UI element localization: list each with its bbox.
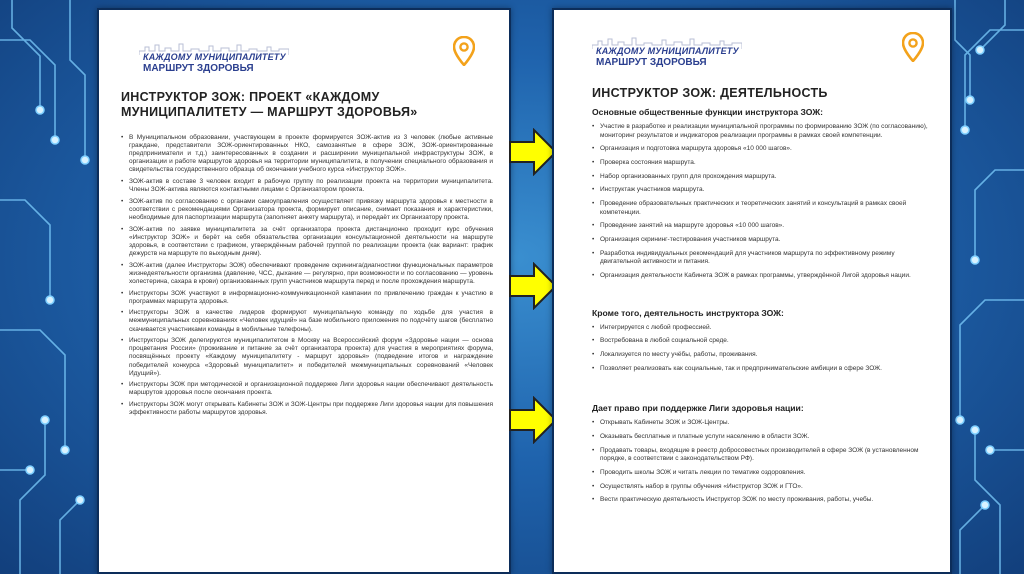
paragraph-list [121,134,493,417]
list-item: • Локализуется по месту учёбы, работы, проживания. [592,351,934,360]
document-page-activity [552,8,952,574]
features-list [592,324,934,374]
map-pin-icon [453,36,475,66]
list-item: • Осуществлять набор в группы обучения «Инструктор ЗОЖ и ГТО». [592,483,934,492]
map-pin-icon [902,32,924,62]
list-item: • Продавать товары, входящие в реестр добросовестных производителей в сфере ЗОЖ (в установленном порядке, в соответствии с законодательством РФ). [592,447,934,464]
list-item: • Набор организованных групп для прохождения маршрута. [592,173,934,182]
list-item: • Проведение занятий на маршруте здоровья «10 000 шагов». [592,222,934,231]
logo-line2: МАРШРУТ ЗДОРОВЬЯ [596,57,707,68]
list-item: • Инструкторы ЗОЖ участвуют в информационно-коммуникационной кампании по привлечению граждан к участию в программах маршрута здоровья. [121,290,493,306]
arrow-right-icon [508,396,558,444]
list-item: • Инструкторы ЗОЖ при методической и организационной поддержке Лиги здоровья нации обеспечивают деятельность маршрутов здоровья после окончания проекта. [121,381,493,397]
logo-line1: КАЖДОМУ МУНИЦИПАЛИТЕТУ [143,52,286,62]
document-body [121,134,493,421]
list-item: • Позволяет реализовать как социальные, так и предпринимательские амбиции в сфере ЗОЖ. [592,365,934,374]
list-item: • ЗОЖ-актив по согласованию с органами самоуправления осуществляет привязку маршрута здоровья к местности в соответствии с рекомендациями Организатора проекта, формирует описание, снимает показания и характеристики, необходимые для паспортизации маршрута (заполняет анкету маршрута), и передаёт их Организатору проекта. [121,198,493,222]
list-item: • Организация и подготовка маршрута здоровья «10 000 шагов». [592,145,934,154]
list-item: • В Муниципальном образовании, участвующем в проекте формируется ЗОЖ-актив из 3 человек (любые активные граждане, представители ЗОЖ-ориентированных НКО, самозанятые в сфере ЗОЖ, ЗОЖ-ориентированные предприниматели и т.д.) заинтересованных в создании и расширении муниципальной инфраструктуры ЗОЖ, в организации и работе маршрутов здоровья на территории муниципалитета, в получении специального образования и свидетельства государственного образца об окончании учебного курса «Инструктор ЗОЖ». [121,134,493,174]
arrow-right-icon [508,262,558,310]
section-heading: Дает право при поддержке Лиги здоровья нации: [592,403,804,414]
list-item: • Инструкторы ЗОЖ в качестве лидеров формируют муниципальную команду по ходьбе для участия в межмуниципальных соревнованиях «Человек идущий» на базе мобильного приложения по подсчёту шагов (бесплатно скачивается участниками команды в мобильные телефоны). [121,309,493,333]
list-item: • Интегрируется с любой профессией. [592,324,934,333]
page-title: ИНСТРУКТОР ЗОЖ: ДЕЯТЕЛЬНОСТЬ [592,86,828,100]
functions-list [592,123,934,281]
list-item: • Проверка состояния маршрута. [592,159,934,168]
logo [139,42,289,82]
list-item: • Открывать Кабинеты ЗОЖ и ЗОЖ-Центры. [592,419,934,428]
logo-line2: МАРШРУТ ЗДОРОВЬЯ [143,63,254,74]
list-item: • Проведение образовательных практических и теоретических занятий и консультаций в рамках своей компетенции. [592,200,934,217]
list-item: • ЗОЖ-актив по заявке муниципалитета за счёт организатора проекта дистанционно проходит курс обучения «Инструктор ЗОЖ» и берёт на себя обязательства организации консультационной деятельности на маршруте здоровья, в соответствии с графиком, утверждённым рабочей группой по реализации проекта (как вариант: график дежурств на маршруте по выходным дням). [121,226,493,258]
logo-line1: КАЖДОМУ МУНИЦИПАЛИТЕТУ [596,46,739,56]
list-item: • Инструктаж участников маршрута. [592,186,934,195]
arrow-right-icon [508,128,558,176]
list-item: • Участие в разработке и реализации муниципальной программы по формированию ЗОЖ (по согласованию), мониторинг результатов и индикаторов реализации программы в рамках своей компетенции. [592,123,934,140]
list-item: • ЗОЖ-актив (далее Инструкторы ЗОЖ) обеспечивают проведение скрининга/диагностики функциональных параметров жизнедеятельности организма (давление, ЧСС, дыхание — регулярно, при возможности и по согласованию — уровень холестерина, сахара в крови) организованных групп участников маршрута перед и после прохождения маршрута. [121,262,493,286]
document-page-project [97,8,511,574]
list-item: • ЗОЖ-актив в составе 3 человек входит в рабочую группу по реализации проекта на территории муниципалитета. Члены ЗОЖ-актива являются контактными лицами с Организатором проекта. [121,178,493,194]
document-body [592,107,934,510]
page-title: ИНСТРУКТОР ЗОЖ: ПРОЕКТ «КАЖДОМУ МУНИЦИПАЛИТЕТУ — МАРШРУТ ЗДОРОВЬЯ» [121,90,418,119]
list-item: • Востребована в любой социальной среде. [592,337,934,346]
list-item: • Организация скрининг-тестирования участников маршрута. [592,236,934,245]
list-item: • Организация деятельности Кабинета ЗОЖ в рамках программы, утверждённой Лигой здоровья нации. [592,272,934,281]
rights-list [592,419,934,505]
list-item: • Инструкторы ЗОЖ могут открывать Кабинеты ЗОЖ и ЗОЖ-Центры при поддержке Лиги здоровья нации для повышения эффективности работы маршрутов здоровья. [121,401,493,417]
list-item: • Вести практическую деятельность Инструктор ЗОЖ по месту проживания, работы, учебы. [592,496,934,505]
logo [592,36,742,76]
list-item: • Оказывать бесплатные и платные услуги населению в области ЗОЖ. [592,433,934,442]
section-heading: Основные общественные функции инструктора ЗОЖ: [592,107,824,117]
list-item: • Инструкторы ЗОЖ делегируются муниципалитетом в Москву на Всероссийский форум «Здоровье нации — основа процветания России» (проживание и питание за счёт организатора проекта) для участия в мероприятиях форума, посвящённых проекту «Каждому муниципалитету - маршрут здоровья» (подведение итогов и награждение победителей конкурса «Здоровый муниципалитет» и победителей межмуниципальных соревнований «Человек Идущий»). [121,337,493,377]
section-heading: Кроме того, деятельность инструктора ЗОЖ: [592,307,784,318]
list-item: • Разработка индивидуальных рекомендаций для участников маршрута по эффективному режиму двигательной активности и питания. [592,250,934,267]
list-item: • Проводить школы ЗОЖ и читать лекции по тематике оздоровления. [592,469,934,478]
